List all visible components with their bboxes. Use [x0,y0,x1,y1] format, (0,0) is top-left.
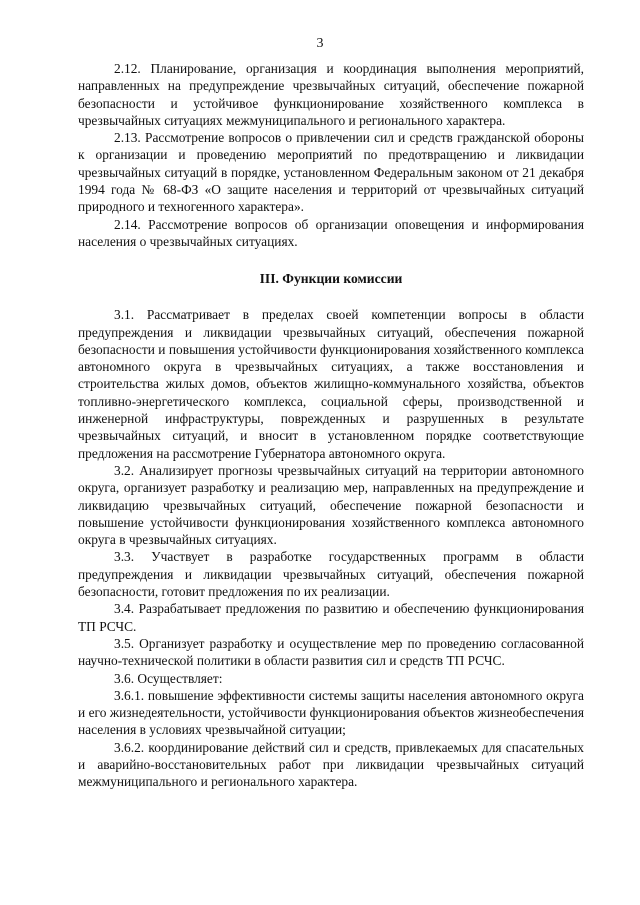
paragraph-2-13: 2.13. Рассмотрение вопросов о привлечении сил и средств гражданской обороны к организации и проведению мероприятий по предотвращению и ликвидации чрезвычайных ситуаций в порядке, установленном Федеральным законом от 21 декабря 1994 года № 68-ФЗ «О защите населения и территорий от чрезвычайных ситуаций природного и техногенного характера». [78,130,584,215]
paragraph-2-14: 2.14. Рассмотрение вопросов об организации оповещения и информирования населения о чрезвычайных ситуациях. [78,216,584,249]
paragraph-3-4: 3.4. Разрабатывает предложения по развитию и обеспечению функционирования ТП РСЧС. [78,601,584,634]
paragraph-3-6-2: 3.6.2. координирование действий сил и средств, привлекаемых для спасательных и аварийно-восстановительных работ при ликвидации чрезвычайных ситуаций межмуниципального и регионального характера. [78,739,584,790]
paragraph-3-5: 3.5. Организует разработку и осуществление мер по проведению согласованной научно-технической политики в области развития сил и средств ТП РСЧС. [78,635,584,669]
paragraph-3-6-1: 3.6.1. повышение эффективности системы защиты населения автономного округа и его жизнедеятельности, устойчивости функционирования объектов жизнеобеспечения населения в условиях чрезвычайной ситуации; [78,687,584,738]
document-body [78,60,584,791]
paragraph-2-12: 2.12. Планирование, организация и координация выполнения мероприятий, направленных на предупреждение чрезвычайных ситуаций, обеспечение пожарной безопасности и устойчивое функционирование хозяйственного комплекса в чрезвычайных ситуациях межмуниципального и регионального характера. [78,61,584,128]
paragraph-3-2: 3.2. Анализирует прогнозы чрезвычайных ситуаций на территории автономного округа, организует разработку и реализацию мер, направленных на предупреждение и ликвидацию чрезвычайных ситуаций, обеспечение пожарной безопасности и повышение устойчивости функционирования хозяйственного комплекса автономного округа в чрезвычайных ситуациях. [78,462,584,548]
paragraph-3-3: 3.3. Участвует в разработке государственных программ в области предупреждения и ликвидации чрезвычайных ситуаций, обеспечения пожарной безопасности, готовит предложения по их реализации. [78,549,584,600]
section-heading: III. Функции комиссии [259,271,403,287]
paragraph-3-1: 3.1. Рассматривает в пределах своей компетенции вопросы в области предупреждения и ликвидации чрезвычайных ситуаций, обеспечения пожарной безопасности и повышения устойчивости функционирования хозяйственного комплекса автономного округа в чрезвычайных ситуациях, а также восстановления и строительства жилых домов, объектов жилищно-коммунального хозяйства, объектов топливно-энергетического комплекса, социальной сферы, производственной и инженерной инфраструктуры, поврежденных и разрушенных в результате чрезвычайных ситуаций, и вносит в установленном порядке соответствующие предложения на рассмотрение Губернатора автономного округа. [78,307,584,461]
paragraph-3-6: 3.6. Осуществляет: [114,670,223,686]
page-number: 3 [316,36,324,51]
